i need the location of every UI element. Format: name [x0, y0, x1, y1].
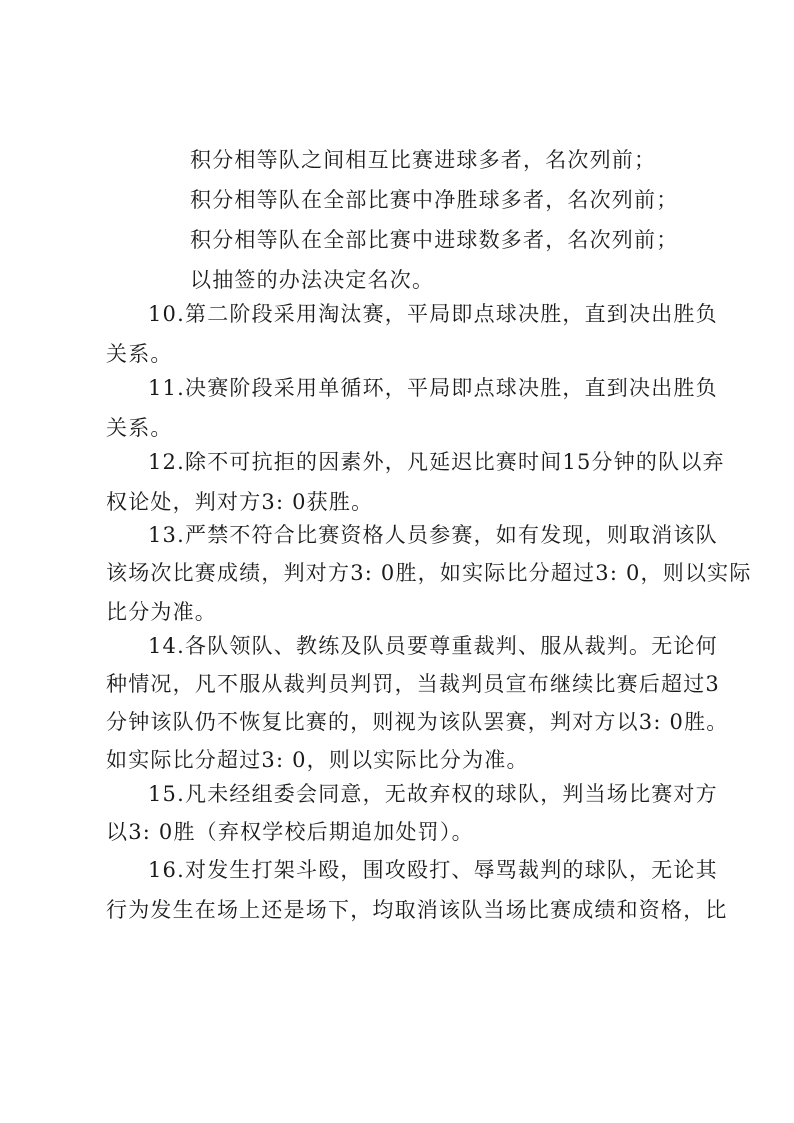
rule-13-line-1: 13.严禁不符合比赛资格人员参赛，如有发现，则取消该队	[148, 523, 718, 547]
rule-10-line-1: 10.第二阶段采用淘汰赛，平局即点球决胜，直到决出胜负	[148, 302, 718, 326]
rule-11-line-1: 11.决赛阶段采用单循环，平局即点球决胜，直到决出胜负	[148, 376, 718, 400]
criterion-2: 积分相等队在全部比赛中净胜球多者，名次列前；	[190, 188, 679, 212]
rule-12-line-1: 12.除不可抗拒的因素外，凡延迟比赛时间15分钟的队以弃	[148, 450, 725, 474]
rule-14-line-1: 14.各队领队、教练及队员要尊重裁判、服从裁判。无论何	[148, 634, 718, 658]
rule-14-line-2: 种情况，凡不服从裁判员判罚，当裁判员宣布继续比赛后超过3	[106, 672, 720, 696]
rule-15-line-2: 以3: 0胜（弃权学校后期追加处罚）。	[106, 820, 474, 844]
criterion-1: 积分相等队之间相互比赛进球多者，名次列前；	[190, 148, 657, 172]
rule-11-line-2: 关系。	[106, 416, 173, 440]
rule-12-line-2: 权论处，判对方3: 0获胜。	[106, 490, 374, 514]
rule-14-line-3: 分钟该队仍不恢复比赛的，则视为该队罢赛，判对方以3: 0胜。	[106, 710, 729, 734]
rule-13-line-3: 比分为准。	[106, 600, 217, 624]
rule-16-line-2: 行为发生在场上还是场下，均取消该队当场比赛成绩和资格，比	[106, 898, 728, 922]
rule-10-line-2: 关系。	[106, 342, 173, 366]
criterion-4: 以抽签的办法决定名次。	[190, 268, 435, 292]
rule-16-line-1: 16.对发生打架斗殴，围攻殴打、辱骂裁判的球队，无论其	[148, 858, 718, 882]
rule-13-line-2: 该场次比赛成绩，判对方3: 0胜，如实际比分超过3: 0，则以实际	[106, 561, 752, 585]
criterion-3: 积分相等队在全部比赛中进球数多者，名次列前；	[190, 228, 679, 252]
rule-14-line-4: 如实际比分超过3: 0，则以实际比分为准。	[106, 748, 529, 772]
rule-15-line-1: 15.凡未经组委会同意，无故弃权的球队，判当场比赛对方	[148, 782, 718, 806]
